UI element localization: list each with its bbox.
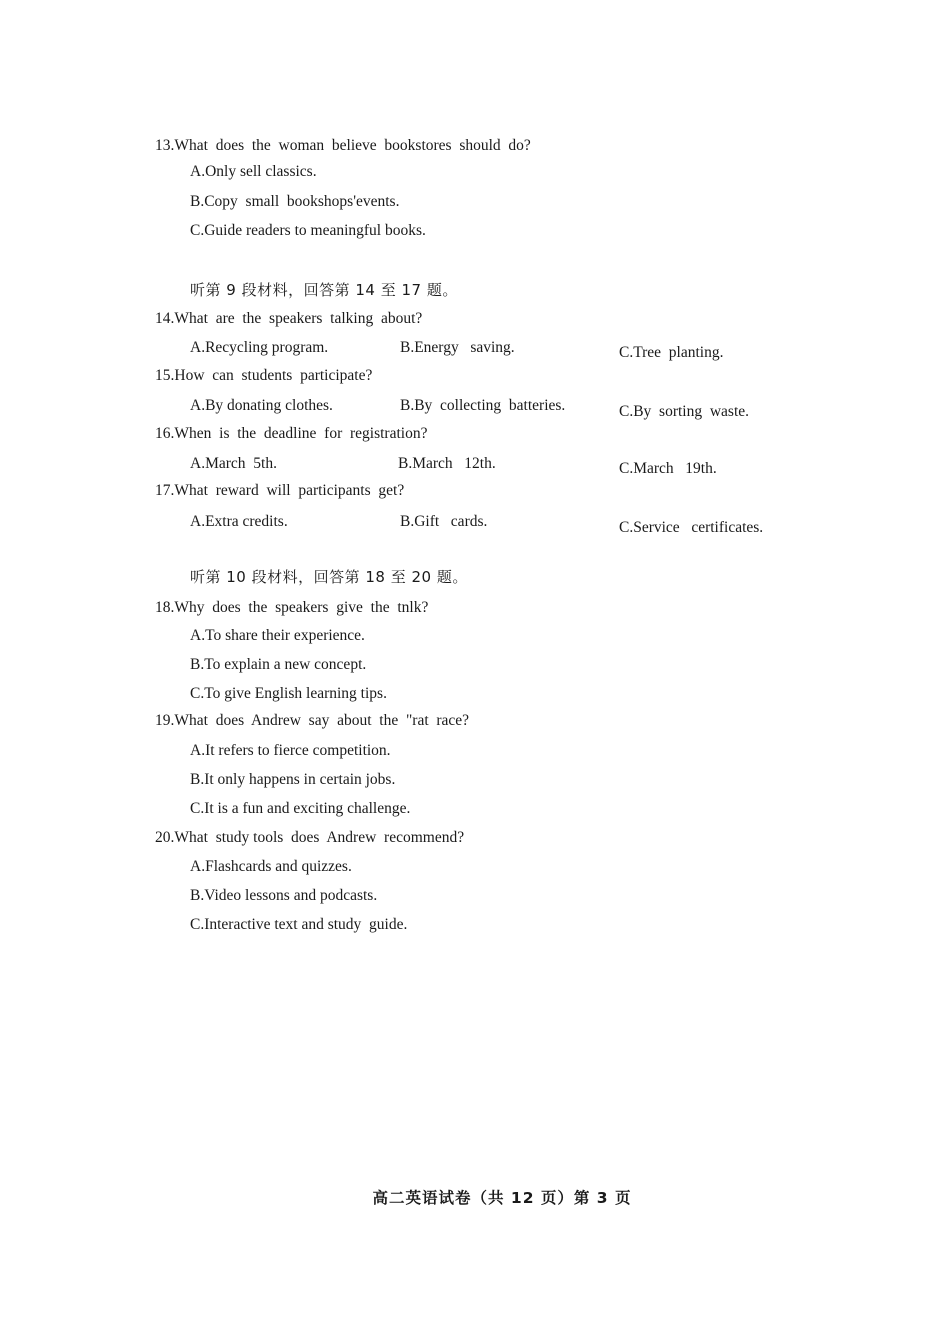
question-16-option-c[interactable]: C.March 19th. xyxy=(619,460,717,477)
section-instruction-9: 听第 9 段材料，回答第 14 至 17 题。 xyxy=(190,281,458,299)
question-13-option-c[interactable]: C.Guide readers to meaningful books. xyxy=(190,222,426,239)
question-15-option-a[interactable]: A.By donating clothes. xyxy=(190,397,333,414)
question-14-option-b[interactable]: B.Energy saving. xyxy=(400,339,515,356)
question-13-option-a[interactable]: A.Only sell classics. xyxy=(190,163,317,180)
question-16: 16.When is the deadline for registration? xyxy=(155,425,428,442)
question-17: 17.What reward will participants get? xyxy=(155,482,405,499)
question-20-option-c[interactable]: C.Interactive text and study guide. xyxy=(190,916,408,933)
question-17-option-c[interactable]: C.Service certificates. xyxy=(619,519,764,536)
question-13: 13.What does the woman believe bookstores should do? xyxy=(155,137,531,154)
question-19: 19.What does Andrew say about the "rat race? xyxy=(155,712,470,729)
question-15-option-c[interactable]: C.By sorting waste. xyxy=(619,403,750,420)
question-20-option-a[interactable]: A.Flashcards and quizzes. xyxy=(190,858,352,875)
question-16-option-a[interactable]: A.March 5th. xyxy=(190,455,277,472)
question-14-option-c[interactable]: C.Tree planting. xyxy=(619,344,724,361)
question-18-option-a[interactable]: A.To share their experience. xyxy=(190,627,365,644)
question-15-option-b[interactable]: B.By collecting batteries. xyxy=(400,397,566,414)
question-19-option-c[interactable]: C.It is a fun and exciting challenge. xyxy=(190,800,411,817)
question-20-option-b[interactable]: B.Video lessons and podcasts. xyxy=(190,887,378,904)
question-15: 15.How can students participate? xyxy=(155,367,373,384)
question-13-option-b[interactable]: B.Copy small bookshops'events. xyxy=(190,193,400,210)
question-18-option-c[interactable]: C.To give English learning tips. xyxy=(190,685,387,702)
question-18-option-b[interactable]: B.To explain a new concept. xyxy=(190,656,367,673)
question-19-option-a[interactable]: A.It refers to fierce competition. xyxy=(190,742,391,759)
question-16-option-b[interactable]: B.March 12th. xyxy=(398,455,496,472)
question-17-option-a[interactable]: A.Extra credits. xyxy=(190,513,288,530)
question-14: 14.What are the speakers talking about? xyxy=(155,310,423,327)
section-instruction-10: 听第 10 段材料，回答第 18 至 20 题。 xyxy=(190,568,468,586)
page-footer: 高二英语试卷（共 12 页）第 3 页 xyxy=(372,1189,632,1207)
question-20: 20.What study tools does Andrew recommend? xyxy=(155,829,465,846)
question-18: 18.Why does the speakers give the tnlk? xyxy=(155,599,429,616)
question-19-option-b[interactable]: B.It only happens in certain jobs. xyxy=(190,771,396,788)
question-14-option-a[interactable]: A.Recycling program. xyxy=(190,339,329,356)
question-17-option-b[interactable]: B.Gift cards. xyxy=(400,513,488,530)
